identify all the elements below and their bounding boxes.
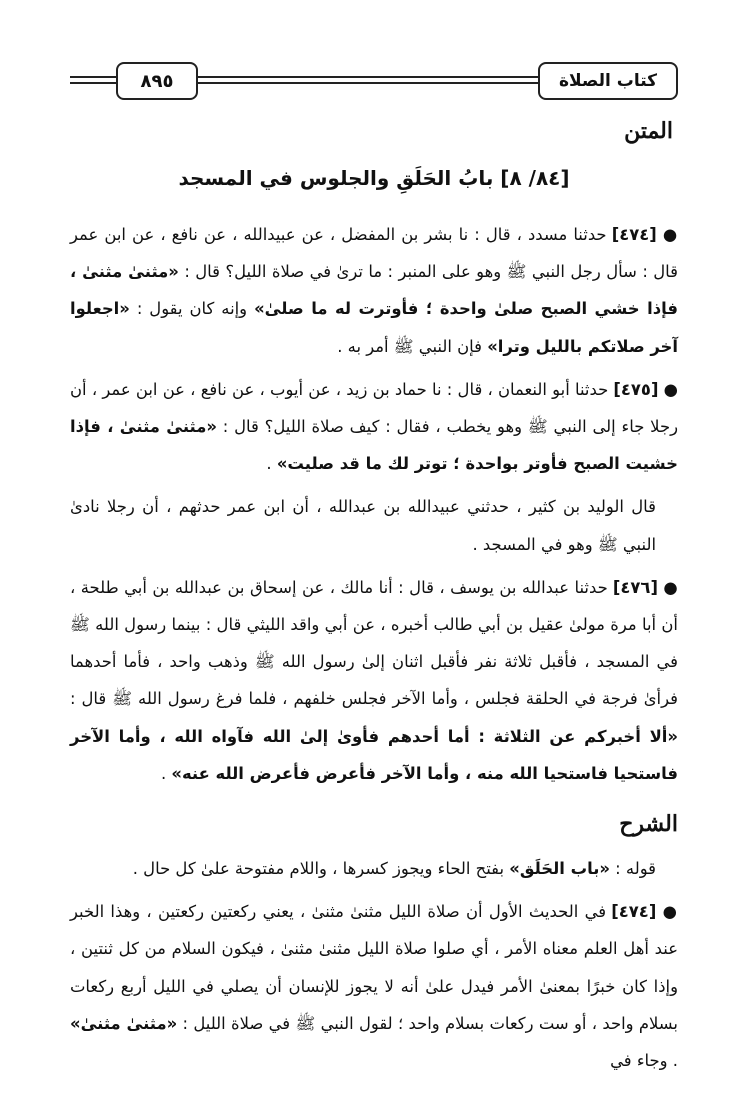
hadith-ref: [٤٧٤]: [611, 225, 657, 244]
hadith-476: ● [٤٧٦] حدثنا عبدالله بن يوسف ، قال : أنا مالك ، عن إسحاق بن عبدالله بن أبي طلحة ، أن أبا مرة مولىٰ عقيل بن أبي طالب أخبره ، عن أبي واقد الليثي قال : بينما رسول الله ﷺ في المسجد ، فأقبل ثلاثة نفر فأقبل اثنان إلىٰ رسول الله ﷺ وذهب واحد ، فأما أحدهما فرأىٰ فرجة في الحلقة فجلس ، وأما الآخر فجلس خلفهم ، فلما فرغ رسول الله ﷺ قال : «ألا أخبركم عن الثلاثة : أما أحدهم فأوىٰ إلىٰ الله فآواه الله ، وأما الآخر فاستحيا فاستحيا الله منه ، وأما الآخر فأعرض فأعرض الله عنه» .: [70, 577, 678, 783]
sharh-label: الشرح: [619, 811, 678, 838]
sharh-paragraph-1: [70, 850, 678, 887]
hadith-quote: «ألا أخبركم عن الثلاثة : أما أحدهم فأوىٰ إلىٰ الله فآواه الله ، وأما الآخر فاستحيا فاستحيا الله منه ، وأما الآخر فأعرض فأعرض الله عنه»: [70, 726, 678, 783]
hadith-quote: «اجعلوا آخر صلاتكم بالليل وترا»: [70, 299, 678, 356]
matn-label: المتن: [624, 118, 673, 144]
hadith-text: فإن النبي ﷺ أمر به .: [337, 336, 488, 356]
page-body: [70, 216, 678, 1085]
sharh-quote: «باب الحَلَق»: [509, 859, 610, 879]
book-title: كتاب الصلاة: [538, 62, 678, 100]
page-number: ٨٩٥: [116, 62, 198, 100]
hadith-text: .: [266, 454, 277, 474]
hadith-text: حدثنا مسدد ، قال : نا بشر بن المفضل ، عن عبيدالله ، عن نافع ، عن ابن عمر قال : سأل رجل النبي ﷺ وهو على المنبر : ما ترىٰ في صلاة الليل؟ قال :: [70, 225, 678, 282]
sharh-quote: «مثنىٰ مثنىٰ»: [70, 1013, 178, 1033]
running-header: [70, 62, 678, 100]
hadith-ref: [٤٧٦]: [612, 577, 658, 597]
sharh-text: بفتح الحاء ويجوز كسرها ، واللام مفتوحة علىٰ كل حال .: [132, 859, 510, 879]
sharh-text: قوله :: [609, 859, 656, 879]
hadith-475: ● [٤٧٥] حدثنا أبو النعمان ، قال : نا حماد بن زيد ، عن أيوب ، عن نافع ، عن ابن عمر ، أن رجلا جاء إلى النبي ﷺ وهو يخطب ، فقال : كيف صلاة الليل؟ قال : «مثنىٰ مثنىٰ ، فإذا خشيت الصبح فأوتر بواحدة ؛ توتر لك ما قد صليت» .: [70, 379, 678, 474]
sharh-paragraph-2: ● [٤٧٤] في الحديث الأول أن صلاة الليل مثنىٰ مثنىٰ ، يعني ركعتين ركعتين ، وهذا الخبر عند أهل العلم معناه الأمر ، أي صلوا صلاة الليل مثنىٰ مثنىٰ ، فيكون السلام من كل ثنتين ، وإذا كان خبرًا بمعنىٰ الأمر فيدل علىٰ أنه لا يجوز للإنسان أن يصلي في الليل أربع ركعات بسلام واحد ، أو ست ركعات بسلام واحد ؛ لقول النبي ﷺ في صلاة الليل : «مثنىٰ مثنىٰ» . وجاء في: [70, 902, 678, 1071]
chapter-heading: [٨٤/ ٨] بابُ الحَلَقِ والجلوس في المسجد: [178, 166, 570, 190]
hadith-ref: [٤٧٤]: [611, 902, 657, 922]
hadith-quote: «مثنىٰ مثنىٰ ، فإذا خشي الصبح صلىٰ واحدة ؛ فأوترت له ما صلىٰ»: [70, 262, 678, 319]
hadith-text: .: [160, 763, 172, 783]
hadith-text: وإنه كان يقول :: [129, 299, 255, 319]
hadith-text: حدثنا أبو النعمان ، قال : نا حماد بن زيد ، عن أيوب ، عن نافع ، عن ابن عمر ، أن رجلا جاء إلى النبي ﷺ وهو يخطب ، فقال : كيف صلاة الليل؟ قال :: [70, 379, 678, 437]
hadith-ref: [٤٧٥]: [613, 379, 659, 399]
hadith-quote: «مثنىٰ مثنىٰ ، فإذا خشيت الصبح فأوتر بواحدة ؛ توتر لك ما قد صليت»: [70, 417, 678, 474]
hadith-475-note: قال الوليد بن كثير ، حدثني عبيدالله بن عبدالله ، أن ابن عمر حدثهم ، أن رجلا نادىٰ النبي ﷺ وهو في المسجد .: [70, 497, 656, 554]
sharh-text: في الحديث الأول أن صلاة الليل مثنىٰ مثنىٰ ، يعني ركعتين ركعتين ، وهذا الخبر عند أهل العلم معناه الأمر ، أي صلوا صلاة الليل مثنىٰ مثنىٰ ، فيكون السلام من كل ثنتين ، وإذا كان خبرًا بمعنىٰ الأمر فيدل علىٰ أنه لا يجوز للإنسان أن يصلي في الليل أربع ركعات بسلام واحد ، أو ست ركعات بسلام واحد ؛ لقول النبي ﷺ في صلاة الليل :: [70, 902, 678, 1033]
sharh-text: . وجاء في: [610, 1051, 678, 1071]
sharh-label-row: [70, 798, 678, 850]
hadith-text: حدثنا عبدالله بن يوسف ، قال : أنا مالك ، عن إسحاق بن عبدالله بن أبي طلحة ، أن أبا مرة مولىٰ عقيل بن أبي طالب أخبره ، عن أبي واقد الليثي قال : بينما رسول الله ﷺ في المسجد ، فأقبل ثلاثة نفر فأقبل اثنان إلىٰ رسول الله ﷺ وذهب واحد ، فأما أحدهما فرأىٰ فرجة في الحلقة فجلس ، وأما الآخر فجلس خلفهم ، فلما فرغ رسول الله ﷺ قال :: [70, 577, 678, 709]
hadith-474: ● [٤٧٤] حدثنا مسدد ، قال : نا بشر بن المفضل ، عن عبيدالله ، عن نافع ، عن ابن عمر قال : سأل رجل النبي ﷺ وهو على المنبر : ما ترىٰ في صلاة الليل؟ قال : «مثنىٰ مثنىٰ ، فإذا خشي الصبح صلىٰ واحدة ؛ فأوترت له ما صلىٰ» وإنه كان يقول : «اجعلوا آخر صلاتكم بالليل وترا» فإن النبي ﷺ أمر به .: [70, 225, 678, 356]
